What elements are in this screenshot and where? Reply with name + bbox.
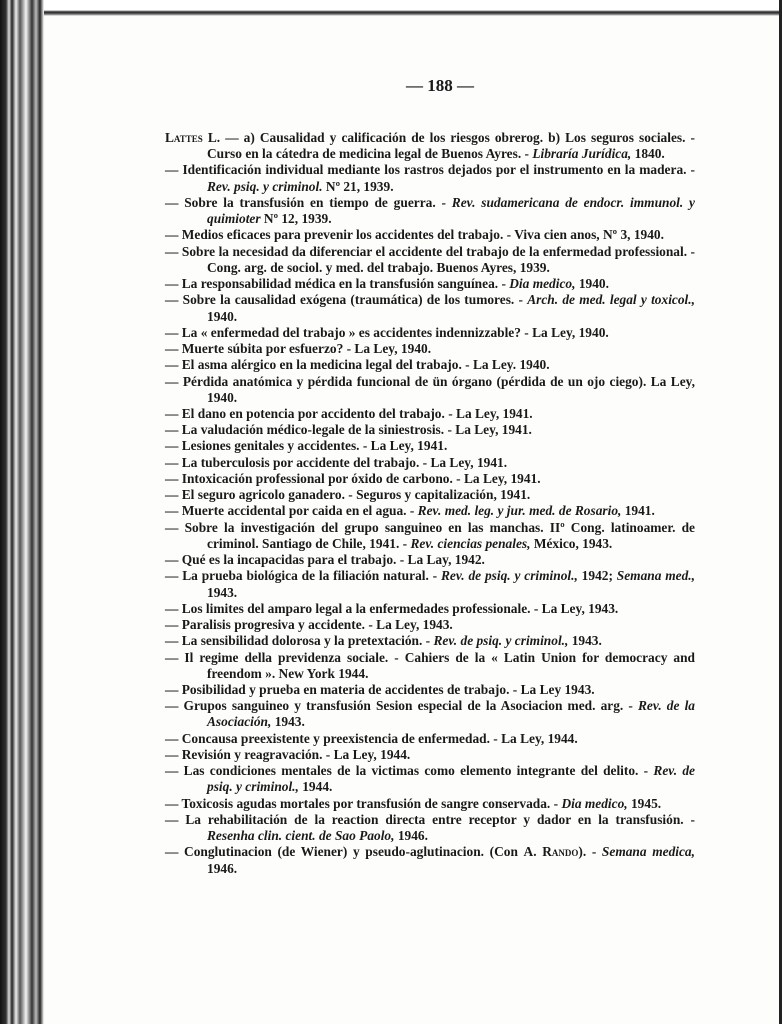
- entry-dash: —: [165, 487, 179, 503]
- bibliography-entry: [165, 601, 695, 617]
- entry-dash: —: [165, 568, 179, 584]
- entry-dash: —: [165, 341, 179, 357]
- entry-text: 1941.: [621, 503, 655, 519]
- entry-text: 1940.: [575, 276, 609, 292]
- bibliography-entry: [165, 341, 695, 357]
- journal-title: Rev. med. leg. y jur. med. de Rosario,: [417, 503, 622, 519]
- bibliography-entry: [165, 617, 695, 633]
- journal-title: Libraría Jurídica,: [532, 146, 632, 162]
- entry-dash: —: [165, 649, 179, 665]
- bibliography-entry: [165, 844, 695, 876]
- bibliography-entry: [165, 227, 695, 243]
- entry-dash: —: [165, 276, 179, 292]
- bibliography-entry: [165, 796, 695, 812]
- entry-text: 1943.: [207, 584, 238, 600]
- entry-dash: —: [165, 162, 179, 178]
- journal-title: Rev. de psiq. y criminol.,: [207, 763, 695, 795]
- journal-title: Arch. de med. legal y toxicol.,: [527, 292, 695, 308]
- bibliography-entry: [165, 520, 695, 552]
- entry-text: La prueba biológica de la filiación natural. -: [182, 568, 441, 584]
- journal-title: Rev. de la Asociación,: [207, 698, 695, 730]
- entry-text: Las condiciones mentales de la victimas como elemento integrante del delito. -: [183, 763, 654, 779]
- entry-text: La responsabilidad médica en la transfusión sanguínea. -: [181, 276, 510, 292]
- entry-text: La sensibilidad dolorosa y la pretextación. -: [181, 633, 434, 649]
- bibliography-entry: [165, 552, 695, 568]
- entry-text: Grupos sanguineo y transfusión Sesion especial de la Asociacion med. arg. -: [183, 698, 638, 714]
- bibliography-entry: [165, 503, 695, 519]
- journal-title: Semana med.,: [616, 568, 695, 584]
- bibliography-entry: [165, 682, 695, 698]
- entry-text: 1942;: [577, 568, 617, 584]
- author-name: A. Rando: [523, 844, 579, 860]
- entry-text: Sobre la investigación del grupo sanguineo en las manchas. IIº Cong. latinoamer. de criminol. Santiago de Chile, 1941. -: [184, 519, 695, 551]
- entry-dash: —: [165, 617, 179, 633]
- entry-dash: —: [165, 503, 179, 519]
- bibliography-entry: [165, 130, 695, 162]
- entry-text: Intoxicación professional por óxido de carbono. - La Ley, 1941.: [181, 470, 541, 486]
- entry-dash: —: [165, 795, 179, 811]
- entry-text: El asma alérgico en la medicina legal del trabajo. - La Ley. 1940.: [181, 357, 550, 373]
- entry-dash: —: [165, 698, 179, 714]
- entry-dash: —: [165, 194, 179, 210]
- bibliography-entry: [165, 357, 695, 373]
- bibliography-entry: [165, 747, 695, 763]
- journal-title: Rev. sudamericana de endocr. immunol. y quimioter: [207, 194, 695, 227]
- entry-text: Concausa preexistente y preexistencia de enfermedad. - La Ley, 1944.: [181, 730, 578, 746]
- journal-title: Dia medico,: [509, 276, 576, 292]
- entry-text: Nº 12, 1939.: [260, 211, 332, 227]
- entry-text: 1943.: [568, 633, 602, 649]
- entry-text: La rehabilitación de la reaction directa entre receptor y dador en la transfusión. -: [185, 811, 696, 827]
- entry-text: Revisión y reagravación. - La Ley, 1944.: [181, 746, 411, 762]
- entry-text: Lesiones genitales y accidentes. - La Ley, 1941.: [181, 438, 448, 454]
- entry-dash: —: [165, 292, 179, 308]
- bibliography-entry: [165, 731, 695, 747]
- bibliography-entry: [165, 406, 695, 422]
- entry-text: 1940.: [207, 308, 238, 324]
- bibliography-list: [165, 130, 695, 877]
- entry-text: Identificación individual mediante los rastros dejados por el instrumento en la madera. -: [182, 162, 695, 178]
- entry-dash: —: [165, 600, 179, 616]
- entry-dash: —: [165, 454, 179, 470]
- entry-text: Posibilidad y prueba en materia de accidentes de trabajo. - La Ley 1943.: [181, 681, 595, 697]
- bibliography-entry: [165, 195, 695, 227]
- bibliography-entry: [165, 292, 695, 324]
- entry-text: 1840.: [631, 146, 665, 162]
- entry-text: Toxicosis agudas mortales por transfusión de sangre conservada. -: [181, 795, 562, 811]
- entry-text: La « enfermedad del trabajo » es accidentes indennizzable? - La Ley, 1940.: [181, 324, 609, 340]
- entry-dash: —: [165, 552, 179, 568]
- entry-dash: —: [165, 470, 179, 486]
- entry-text: Paralisis progresiva y accidente. - La Ley, 1943.: [181, 617, 453, 633]
- journal-title: Semana medica,: [601, 844, 695, 860]
- entry-dash: —: [165, 227, 179, 243]
- entry-dash: —: [165, 373, 179, 389]
- bibliography-entry: [165, 162, 695, 194]
- entry-dash: —: [165, 405, 179, 421]
- entry-text: Los limites del amparo legal a la enfermedades professionale. - La Ley, 1943.: [181, 600, 619, 616]
- bibliography-entry: [165, 325, 695, 341]
- bibliography-entry: [165, 633, 695, 649]
- journal-title: Rev. psiq. y criminol.: [207, 178, 323, 194]
- entry-text: 1943.: [271, 714, 305, 730]
- entry-text: Sobre la necesidad da diferenciar el accidente del trabajo de la enfermedad professional. - Cong. arg. de sociol. y med. del trabajo. Buenos Ayres, 1939.: [181, 243, 696, 275]
- entry-dash: —: [165, 519, 179, 535]
- entry-dash: —: [165, 763, 179, 779]
- entry-text: Sobre la causalidad exógena (traumática) de los tumores. -: [182, 292, 528, 308]
- entry-text: Muerte accidental por caida en el agua. -: [181, 503, 418, 519]
- entry-text: Nº 21, 1939.: [322, 178, 394, 194]
- journal-title: Rev. de psiq. y criminol.,: [433, 633, 569, 649]
- bibliography-entry: [165, 487, 695, 503]
- entry-dash: —: [165, 243, 179, 259]
- entry-text: 1945.: [627, 795, 662, 811]
- scan-top-edge: [44, 0, 782, 16]
- entry-text: Il regime della previdenza sociale. - Cahiers de la « Latin Union for democracy and freendom ». New York 1944.: [184, 649, 695, 681]
- entry-dash: —: [165, 681, 179, 697]
- entry-text: Muerte súbita por esfuerzo? - La Ley, 1940.: [181, 341, 432, 357]
- bibliography-entry: [165, 812, 695, 844]
- entry-text: Conglutinacion (de Wiener) y pseudo-aglutinacion. (Con: [184, 844, 524, 860]
- entry-text: La tuberculosis por accidente del trabajo. - La Ley, 1941.: [181, 454, 508, 470]
- entry-text: Qué es la incapacidas para el trabajo. - La Lay, 1942.: [181, 552, 485, 568]
- bibliography-entry: [165, 422, 695, 438]
- bibliography-entry: [165, 650, 695, 682]
- entry-text: 1946.: [207, 860, 238, 876]
- entry-text: México, 1943.: [530, 535, 613, 551]
- bibliography-entry: [165, 276, 695, 292]
- page-number: — 188 —: [406, 76, 474, 95]
- bibliography-entry: [165, 568, 695, 600]
- entry-dash: —: [165, 844, 179, 860]
- entry-text: Sobre la transfusión en tiempo de guerra. -: [184, 194, 452, 210]
- entry-dash: —: [165, 811, 179, 827]
- entry-dash: —: [165, 746, 179, 762]
- entry-text: El seguro agricolo ganadero. - Seguros y capitalización, 1941.: [181, 487, 531, 503]
- entry-dash: —: [165, 438, 179, 454]
- journal-title: Rev. ciencias penales,: [410, 535, 531, 551]
- entry-text: Pérdida anatómica y pérdida funcional de ün órgano (pérdida de un ojo ciego). La Ley, 1940.: [182, 373, 695, 405]
- journal-title: Rev. de psiq. y criminol.,: [440, 568, 578, 584]
- entry-dash: —: [165, 324, 179, 340]
- bibliography-entry: [165, 698, 695, 730]
- bibliography-entry: [165, 374, 695, 406]
- entry-dash: —: [165, 730, 179, 746]
- entry-text: 1944.: [298, 779, 333, 795]
- entry-dash: —: [165, 357, 179, 373]
- bibliography-entry: [165, 763, 695, 795]
- scan-binding-edge: [0, 0, 44, 1024]
- entry-dash: —: [165, 633, 179, 649]
- bibliography-entry: [165, 438, 695, 454]
- entry-dash: —: [165, 422, 179, 438]
- entry-text: — a) Causalidad y calificación de los riesgos obrerog. b) Los seguros sociales. - Curso en la cátedra de medicina legal de Buenos Ayres. -: [207, 130, 695, 162]
- entry-text: ). -: [578, 844, 602, 860]
- journal-title: Resenha clin. cient. de Sao Paolo,: [207, 828, 395, 844]
- bibliography-entry: [165, 244, 695, 276]
- bibliography-entry: [165, 455, 695, 471]
- journal-title: Dia medico,: [561, 795, 628, 811]
- entry-text: 1946.: [394, 828, 428, 844]
- entry-text: La valudación médico-legale de la siniestrosis. - La Ley, 1941.: [181, 422, 532, 438]
- bibliography-entry: [165, 471, 695, 487]
- author-name: Lattes L.: [165, 130, 221, 145]
- entry-text: El dano en potencia por accidento del trabajo. - La Ley, 1941.: [181, 405, 533, 421]
- entry-text: Medios eficaces para prevenir los accidentes del trabajo. - Viva cien anos, Nº 3, 1940.: [181, 227, 664, 243]
